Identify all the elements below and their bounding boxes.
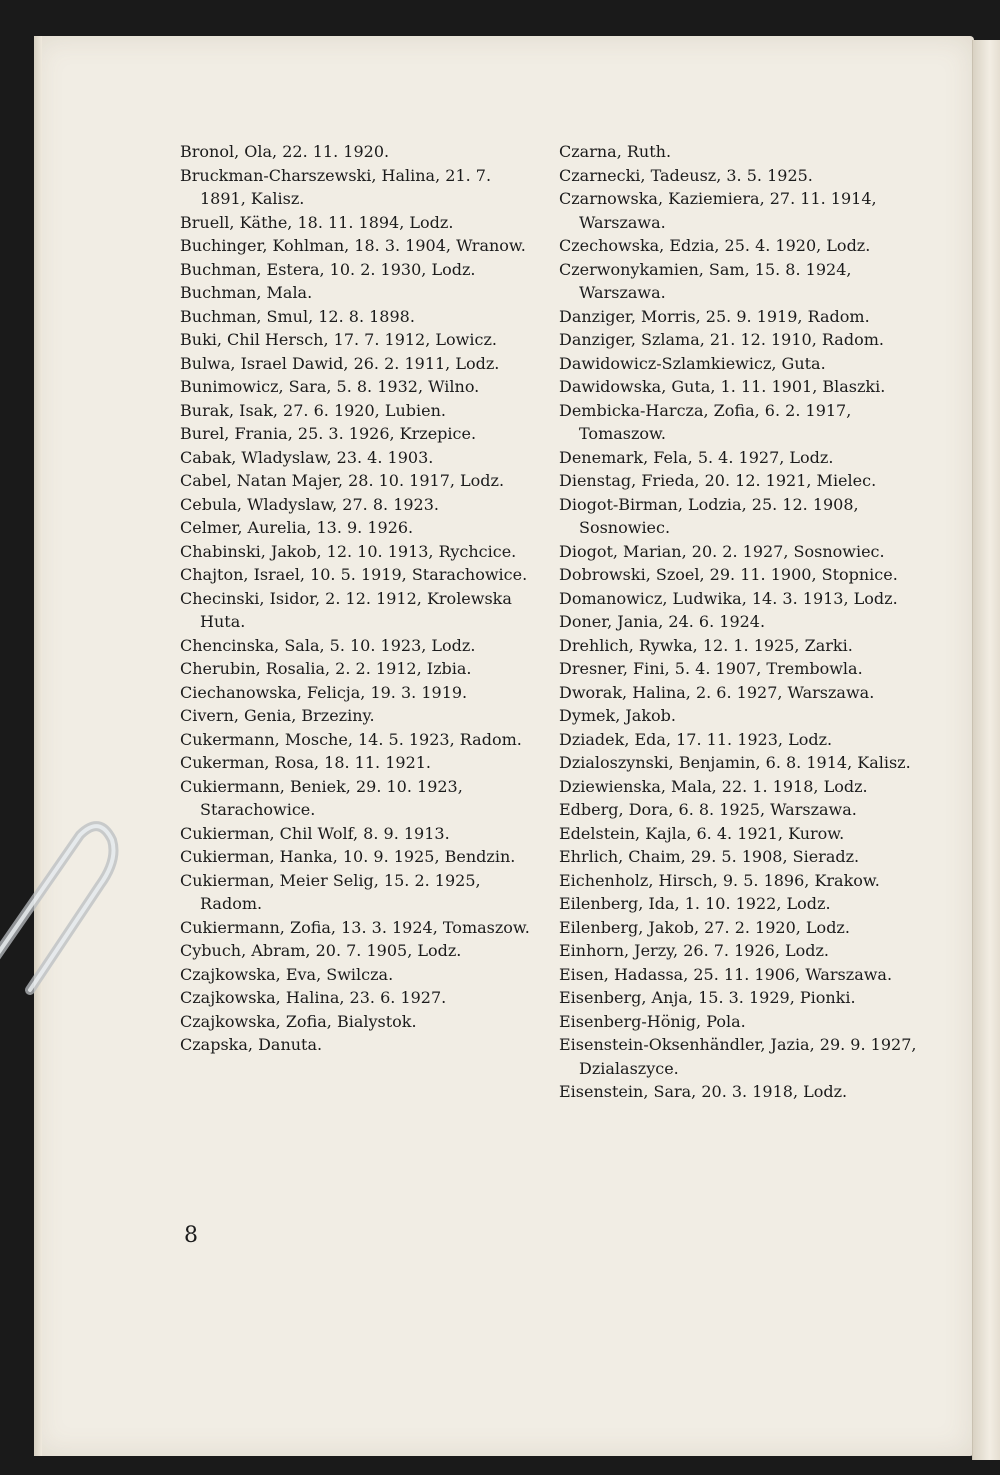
name-entry: Chajton, Israel, 10. 5. 1919, Starachowice. [180, 565, 528, 584]
name-entry: Ehrlich, Chaim, 29. 5. 1908, Sieradz. [559, 847, 860, 866]
name-entry: Ciechanowska, Felicja, 19. 3. 1919. [180, 682, 468, 702]
name-entry: Buchman, Estera, 10. 2. 1930, Lodz. [180, 259, 476, 279]
name-entry: Dymek, Jakob. [559, 706, 676, 725]
name-entry: Doner, Jania, 24. 6. 1924. [559, 612, 766, 631]
right-column [559, 140, 919, 1104]
name-entry: Czarnecki, Tadeusz, 3. 5. 1925. [559, 165, 813, 185]
paper-clip-icon [0, 815, 120, 1015]
name-entry: Cabak, Wladyslaw, 23. 4. 1903. [180, 447, 434, 467]
name-entry: Cukierman, Hanka, 10. 9. 1925, Bendzin. [180, 847, 516, 866]
name-entry: Dziadek, Eda, 17. 11. 1923, Lodz. [559, 729, 833, 749]
name-entry: Eichenholz, Hirsch, 9. 5. 1896, Krakow. [559, 870, 880, 890]
name-entry: Eisenstein, Sara, 20. 3. 1918, Lodz. [559, 1082, 848, 1101]
name-entry: Eilenberg, Ida, 1. 10. 1922, Lodz. [559, 894, 831, 913]
name-entry: Chabinski, Jakob, 12. 10. 1913, Rychcice. [180, 541, 517, 561]
name-entry: Einhorn, Jerzy, 26. 7. 1926, Lodz. [559, 941, 829, 960]
name-entry: Danziger, Morris, 25. 9. 1919, Radom. [559, 306, 870, 326]
name-entry: Edelstein, Kajla, 6. 4. 1921, Kurow. [559, 823, 845, 843]
name-entry: Edberg, Dora, 6. 8. 1925, Warszawa. [559, 800, 857, 819]
name-entry: Eilenberg, Jakob, 27. 2. 1920, Lodz. [559, 917, 850, 937]
name-entry: Cukerman, Rosa, 18. 11. 1921. [180, 753, 432, 772]
name-entry: Cukiermann, Beniek, 29. 10. 1923, Starachowice. [180, 776, 463, 819]
name-entry: Civern, Genia, Brzeziny. [180, 706, 375, 725]
name-entry: Dawidowicz-Szlamkiewicz, Guta. [559, 353, 826, 373]
name-entry: Drehlich, Rywka, 12. 1. 1925, Zarki. [559, 635, 853, 655]
name-entry: Celmer, Aurelia, 13. 9. 1926. [180, 518, 414, 537]
name-entry: Bruckman-Charszewski, Halina, 21. 7. 1891, Kalisz. [180, 165, 492, 208]
name-entry: Bruell, Käthe, 18. 11. 1894, Lodz. [180, 212, 454, 232]
name-entry: Cybuch, Abram, 20. 7. 1905, Lodz. [180, 941, 462, 960]
name-entry: Cabel, Natan Majer, 28. 10. 1917, Lodz. [180, 471, 505, 490]
name-entry: Dziewienska, Mala, 22. 1. 1918, Lodz. [559, 776, 868, 796]
name-entry: Buchinger, Kohlman, 18. 3. 1904, Wranow. [180, 236, 526, 255]
next-page-edge [972, 40, 1000, 1460]
name-entry: Eisenstein-Oksenhändler, Jazia, 29. 9. 1927, Dzialaszyce. [559, 1035, 917, 1078]
left-column [180, 140, 540, 1057]
name-entry: Cukiermann, Zofia, 13. 3. 1924, Tomaszow. [180, 917, 530, 937]
name-entry: Dresner, Fini, 5. 4. 1907, Trembowla. [559, 659, 863, 678]
name-entry: Eisenberg, Anja, 15. 3. 1929, Pionki. [559, 988, 856, 1007]
page-spine [34, 36, 42, 1456]
name-entry: Cebula, Wladyslaw, 27. 8. 1923. [180, 494, 439, 514]
name-entry: Cukermann, Mosche, 14. 5. 1923, Radom. [180, 729, 522, 749]
name-entry: Dworak, Halina, 2. 6. 1927, Warszawa. [559, 682, 875, 702]
name-entry: Czapska, Danuta. [180, 1035, 323, 1054]
name-entry: Domanowicz, Ludwika, 14. 3. 1913, Lodz. [559, 588, 898, 608]
name-entry: Dzialoszynski, Benjamin, 6. 8. 1914, Kalisz. [559, 753, 911, 772]
name-entry: Eisenberg-Hönig, Pola. [559, 1011, 746, 1031]
name-entry: Buki, Chil Hersch, 17. 7. 1912, Lowicz. [180, 330, 497, 349]
name-entry: Dienstag, Frieda, 20. 12. 1921, Mielec. [559, 471, 877, 490]
name-entry: Burel, Frania, 25. 3. 1926, Krzepice. [180, 424, 477, 443]
name-entry: Chencinska, Sala, 5. 10. 1923, Lodz. [180, 635, 476, 655]
name-entry: Buchman, Mala. [180, 283, 313, 302]
name-entry: Czajkowska, Zofia, Bialystok. [180, 1011, 417, 1031]
name-entry: Czajkowska, Halina, 23. 6. 1927. [180, 988, 447, 1007]
name-entry: Diogot-Birman, Lodzia, 25. 12. 1908, Sosnowiec. [559, 494, 859, 537]
name-entry: Checinski, Isidor, 2. 12. 1912, Krolewska Huta. [180, 588, 512, 631]
name-entry: Czechowska, Edzia, 25. 4. 1920, Lodz. [559, 236, 871, 255]
name-entry: Dawidowska, Guta, 1. 11. 1901, Blaszki. [559, 377, 886, 396]
name-entry: Danziger, Szlama, 21. 12. 1910, Radom. [559, 330, 884, 349]
name-entry: Bunimowicz, Sara, 5. 8. 1932, Wilno. [180, 377, 480, 396]
name-entry: Cukierman, Meier Selig, 15. 2. 1925, Radom. [180, 870, 481, 913]
name-entry: Eisen, Hadassa, 25. 11. 1906, Warszawa. [559, 964, 893, 984]
name-entry: Bronol, Ola, 22. 11. 1920. [180, 142, 390, 161]
name-entry: Czarnowska, Kaziemiera, 27. 11. 1914, Warszawa. [559, 189, 877, 232]
name-entry: Czarna, Ruth. [559, 142, 672, 161]
page-number: 8 [184, 1223, 198, 1248]
name-entry: Burak, Isak, 27. 6. 1920, Lubien. [180, 400, 446, 420]
name-entry: Buchman, Smul, 12. 8. 1898. [180, 306, 415, 326]
name-entry: Denemark, Fela, 5. 4. 1927, Lodz. [559, 447, 834, 467]
name-entry: Czerwonykamien, Sam, 15. 8. 1924, Warszawa. [559, 259, 852, 302]
name-entry: Cherubin, Rosalia, 2. 2. 1912, Izbia. [180, 659, 472, 678]
name-entry: Dobrowski, Szoel, 29. 11. 1900, Stopnice. [559, 565, 898, 584]
name-entry: Cukierman, Chil Wolf, 8. 9. 1913. [180, 823, 450, 843]
name-entry: Czajkowska, Eva, Swilcza. [180, 964, 394, 984]
name-entry: Bulwa, Israel Dawid, 26. 2. 1911, Lodz. [180, 353, 500, 373]
name-entry: Dembicka-Harcza, Zofia, 6. 2. 1917, Tomaszow. [559, 400, 852, 443]
name-entry: Diogot, Marian, 20. 2. 1927, Sosnowiec. [559, 541, 885, 561]
